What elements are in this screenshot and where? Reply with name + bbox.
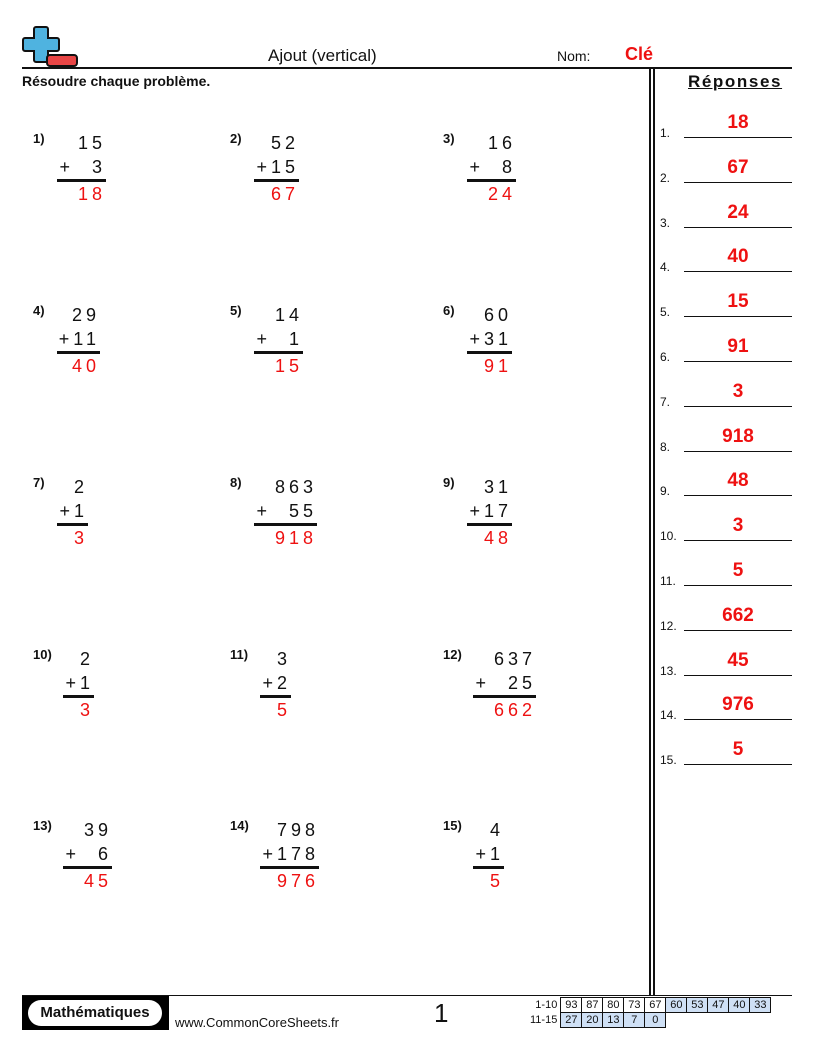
sum-answer: 91	[483, 356, 512, 376]
empty-cell	[729, 1013, 750, 1028]
addend-top: 52	[270, 133, 299, 153]
header-divider	[22, 67, 792, 69]
sum-answer: 45	[83, 871, 112, 891]
answer-label: 2.	[660, 170, 671, 185]
addition-stack	[260, 818, 319, 893]
score-cell: 53	[687, 998, 708, 1013]
score-cell: 33	[750, 998, 771, 1013]
answer-label: 5.	[660, 305, 671, 320]
addend-top: 29	[71, 305, 100, 325]
answer-line	[684, 406, 792, 407]
addition-stack	[260, 647, 291, 722]
score-cell: 80	[603, 998, 624, 1013]
problem-number: 12)	[443, 647, 462, 662]
answer-value: 45	[727, 649, 749, 671]
answer-label: 1.	[660, 126, 671, 140]
problem-number: 8)	[230, 475, 242, 490]
problem-2	[230, 131, 410, 231]
answer-row-1	[660, 110, 792, 140]
answer-line	[684, 540, 792, 541]
problem-9	[443, 475, 623, 575]
sum-answer: 918	[274, 528, 317, 548]
addend-top: 15	[77, 133, 106, 153]
sum-answer: 5	[489, 871, 504, 891]
addition-stack	[467, 131, 516, 206]
addend-top: 14	[274, 305, 303, 325]
answer-label: 4.	[660, 260, 671, 275]
sum-answer: 3	[79, 700, 94, 720]
answer-line	[684, 719, 792, 720]
problem-4	[33, 303, 213, 403]
answer-label: 15.	[660, 753, 677, 768]
score-row-label: 1-10	[535, 999, 558, 1011]
answer-line	[684, 182, 792, 183]
answer-value: 5	[732, 560, 744, 581]
problem-11	[230, 647, 410, 747]
score-cell: 0	[645, 1013, 666, 1028]
answer-label: 8.	[660, 439, 671, 454]
addend-top: 39	[83, 820, 112, 840]
addition-stack	[254, 131, 299, 206]
problem-number: 2)	[230, 131, 242, 146]
worksheet-title: Ajout (vertical)	[268, 46, 377, 65]
answer-value: 5	[732, 739, 744, 761]
addend-bottom: +15	[256, 157, 299, 177]
answer-row-2	[660, 155, 792, 185]
answer-row-14	[660, 692, 792, 722]
addition-stack	[57, 131, 106, 206]
answer-value: 18	[727, 112, 749, 133]
answer-line	[684, 316, 792, 317]
answer-row-15	[660, 737, 792, 767]
problem-number: 6)	[443, 303, 455, 318]
addend-bottom: +17	[469, 501, 512, 521]
column-divider	[649, 68, 651, 996]
problem-number: 13)	[33, 818, 52, 833]
answer-row-13	[660, 648, 792, 678]
addition-stack	[63, 818, 112, 893]
addition-stack	[473, 818, 504, 893]
answers-title: Réponses	[688, 72, 783, 91]
answer-row-10	[660, 513, 792, 543]
problem-number: 1)	[33, 131, 45, 146]
answer-line	[684, 271, 792, 272]
empty-cell	[666, 1013, 687, 1028]
addend-top: 16	[487, 133, 516, 153]
addend-bottom: +11	[58, 329, 100, 349]
score-cell: 73	[624, 998, 645, 1013]
score-cell: 7	[624, 1013, 645, 1028]
problem-15	[443, 818, 623, 918]
answer-line	[684, 675, 792, 676]
problem-number: 3)	[443, 131, 455, 146]
addition-stack	[254, 303, 303, 378]
site-url: www.CommonCoreSheets.fr	[175, 1015, 339, 1030]
answer-line	[684, 137, 792, 138]
answer-value: 15	[727, 291, 749, 313]
sum-answer: 40	[71, 356, 100, 376]
addition-stack	[57, 303, 100, 378]
problem-number: 4)	[33, 303, 45, 318]
score-row-11-15	[527, 1013, 771, 1028]
answer-label: 11.	[660, 574, 676, 588]
answer-label: 10.	[660, 529, 677, 544]
answer-label: 9.	[660, 484, 671, 499]
score-cell: 93	[561, 998, 582, 1013]
addend-bottom: +178	[262, 844, 319, 864]
addition-stack	[57, 475, 88, 550]
answer-row-5	[660, 289, 792, 319]
addend-top: 637	[493, 649, 536, 669]
score-row-1-10	[527, 998, 771, 1013]
answer-value: 48	[727, 470, 749, 492]
sum-answer: 3	[73, 528, 88, 548]
score-row-label: 11-15	[530, 1014, 558, 1026]
addition-stack	[254, 475, 317, 550]
problem-5	[230, 303, 410, 403]
problem-13	[33, 818, 213, 918]
column-divider	[653, 68, 655, 996]
page-number: 1	[434, 998, 449, 1028]
answer-value: 918	[722, 425, 754, 447]
problem-number: 7)	[33, 475, 45, 490]
answer-value: 24	[727, 201, 749, 223]
answer-value: 3	[732, 380, 744, 402]
addend-top: 3	[276, 649, 291, 669]
sum-answer: 18	[77, 184, 106, 204]
answer-value: 67	[727, 156, 749, 178]
addition-stack	[467, 303, 512, 378]
addend-bottom: + 55	[256, 501, 317, 521]
answer-label: 7.	[660, 394, 671, 409]
answer-label: 12.	[660, 618, 677, 633]
empty-cell	[687, 1013, 708, 1028]
problem-3	[443, 131, 623, 231]
sum-answer: 976	[276, 871, 319, 891]
addend-bottom: +31	[469, 329, 512, 349]
name-label: Nom:	[557, 48, 591, 64]
answer-line	[684, 495, 792, 496]
problem-6	[443, 303, 623, 403]
subject-badge: Mathématiques	[28, 1000, 162, 1026]
answer-value: 3	[732, 515, 744, 537]
answer-value: 91	[727, 336, 749, 357]
addend-bottom: + 3	[59, 157, 106, 177]
problem-7	[33, 475, 213, 575]
sum-answer: 15	[274, 356, 303, 376]
sum-answer: 662	[493, 700, 536, 720]
name-value: Clé	[625, 44, 654, 64]
empty-cell	[708, 1013, 729, 1028]
addend-top: 31	[483, 477, 512, 497]
addend-bottom: +1	[475, 844, 504, 864]
addend-bottom: + 6	[65, 844, 112, 864]
addition-stack	[63, 647, 94, 722]
sum-answer: 24	[487, 184, 516, 204]
answer-label: 14.	[660, 708, 677, 723]
addend-top: 2	[73, 477, 88, 497]
problem-14	[230, 818, 410, 918]
score-cell: 27	[561, 1013, 582, 1028]
answer-row-7	[660, 379, 792, 409]
plus-minus-logo-icon	[22, 25, 80, 67]
answer-line	[684, 227, 792, 228]
addition-stack	[473, 647, 536, 722]
score-cell: 60	[666, 998, 687, 1013]
problem-10	[33, 647, 213, 747]
addend-bottom: +1	[65, 673, 94, 693]
addend-bottom: +2	[262, 673, 291, 693]
addend-top: 60	[483, 305, 512, 325]
answer-line	[684, 361, 792, 362]
instructions: Résoudre chaque problème.	[22, 73, 211, 89]
score-cell: 87	[582, 998, 603, 1013]
sum-answer: 48	[483, 528, 512, 548]
sum-answer: 5	[276, 700, 291, 720]
answer-line	[684, 764, 792, 765]
problem-number: 9)	[443, 475, 455, 490]
answer-row-8	[660, 424, 792, 454]
addend-bottom: + 8	[469, 157, 516, 177]
score-cell: 40	[729, 998, 750, 1013]
problem-12	[443, 647, 623, 747]
score-cell: 13	[603, 1013, 624, 1028]
answer-row-4	[660, 244, 792, 274]
answer-value: 662	[722, 604, 754, 626]
score-cell: 67	[645, 998, 666, 1013]
addend-top: 2	[79, 649, 94, 669]
problem-number: 11)	[230, 647, 249, 662]
answer-label: 6.	[660, 350, 671, 364]
answer-line	[684, 585, 792, 586]
addend-top: 863	[274, 477, 317, 497]
problem-number: 10)	[33, 647, 52, 662]
score-cell: 47	[708, 998, 729, 1013]
problem-1	[33, 131, 213, 231]
sum-answer: 67	[270, 184, 299, 204]
answer-row-11	[660, 558, 792, 588]
answer-row-12	[660, 603, 792, 633]
addend-top: 4	[489, 820, 504, 840]
answer-label: 13.	[660, 663, 677, 678]
empty-cell	[750, 1013, 771, 1028]
answer-label: 3.	[660, 215, 671, 230]
problem-number: 5)	[230, 303, 242, 318]
score-table	[527, 997, 771, 1028]
problem-8	[230, 475, 410, 575]
addition-stack	[467, 475, 512, 550]
addend-bottom: + 1	[256, 329, 303, 349]
answer-row-6	[660, 334, 792, 364]
problem-number: 15)	[443, 818, 462, 833]
addend-bottom: + 25	[475, 673, 536, 693]
answer-line	[684, 451, 792, 452]
answer-row-9	[660, 468, 792, 498]
answer-value: 40	[727, 246, 749, 268]
addend-top: 798	[276, 820, 319, 840]
addend-bottom: +1	[59, 501, 88, 521]
answer-value: 976	[722, 694, 754, 716]
score-cell: 20	[582, 1013, 603, 1028]
answer-line	[684, 630, 792, 631]
problem-number: 14)	[230, 818, 249, 833]
answer-row-3	[660, 200, 792, 230]
